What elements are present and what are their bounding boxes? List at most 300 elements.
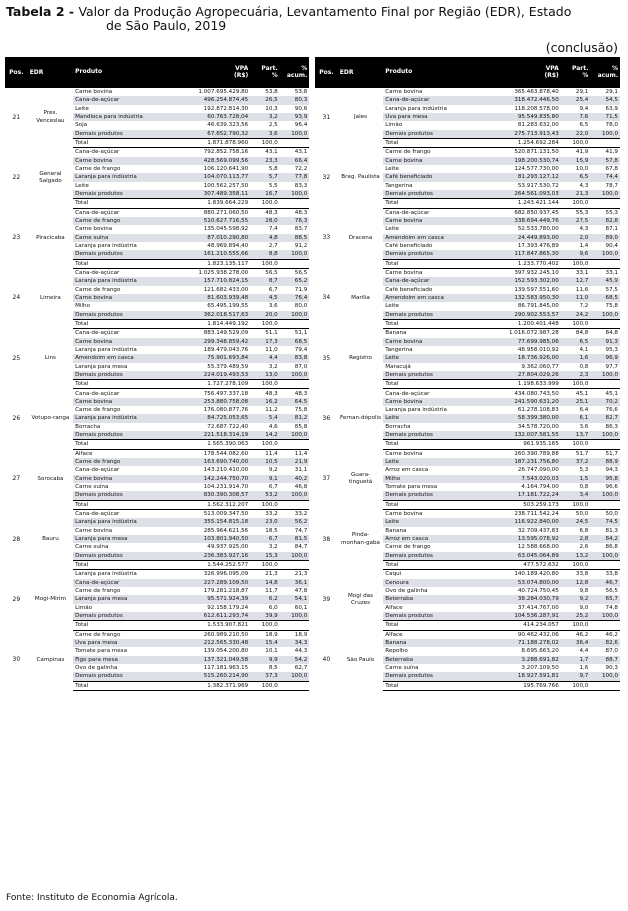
region-position: 34 xyxy=(322,294,331,302)
acum-cell: 21,3 xyxy=(280,570,310,579)
product-cell: Demais produtos xyxy=(383,130,492,139)
acum-cell: 75,8 xyxy=(605,303,618,310)
part-cell: 6,7 xyxy=(268,286,278,293)
part-cell: 14,8 xyxy=(250,579,280,587)
acum-cell: 100,0 xyxy=(590,552,620,561)
part-cell: 6,2 xyxy=(250,595,280,603)
product-cell: Borracha xyxy=(385,423,411,430)
vpa-cell: 137.321.049,58 xyxy=(182,656,250,664)
part-cell: 6,8 xyxy=(579,527,589,534)
region-name: Piracicaba xyxy=(36,234,65,241)
product-cell: Café beneficiado xyxy=(385,286,433,293)
vpa-cell: 961.935.165 xyxy=(493,440,561,449)
vpa-cell: 290.902.553,57 xyxy=(493,311,561,320)
region-name: Dracena xyxy=(348,234,373,241)
vpa-cell: 1.823.135.117 xyxy=(182,259,250,268)
vpa-cell: 195.769.766 xyxy=(493,681,561,690)
vpa-cell: 142.244.750,70 xyxy=(182,475,250,483)
acum-cell: 87,0 xyxy=(294,363,308,370)
vpa-cell: 7.543.020,03 xyxy=(493,475,561,483)
acum-cell: 56,5 xyxy=(280,268,310,277)
vpa-cell: 132.583.950,30 xyxy=(493,294,561,302)
acum-cell: 100,0 xyxy=(590,371,620,380)
table-left-body xyxy=(5,88,315,691)
product-cell: Demais produtos xyxy=(383,371,492,380)
vpa-cell: 1.243.421.144 xyxy=(493,199,561,208)
vpa-cell: 140.189.420,80 xyxy=(493,570,561,579)
acum-cell: 84,8 xyxy=(590,329,620,338)
product-cell: Alface xyxy=(73,449,182,458)
acum-cell xyxy=(280,319,310,328)
acum-cell: 54,2 xyxy=(280,656,310,664)
part-cell: 21,3 xyxy=(561,190,591,199)
acum-cell: 68,5 xyxy=(590,294,620,302)
region-position: 30 xyxy=(12,656,21,664)
region-name: Votupo-ranga xyxy=(31,415,70,422)
part-cell: 3,2 xyxy=(268,544,278,551)
vpa-cell: 477.572.632 xyxy=(493,561,561,570)
product-cell: Maracujá xyxy=(385,363,411,370)
region-position: 21 xyxy=(12,113,21,121)
acum-cell: 45,1 xyxy=(590,389,620,398)
vpa-cell: 830.390.308,57 xyxy=(182,491,250,500)
product-cell: Cana-de-açúcar xyxy=(383,208,492,217)
product-cell: Cenoura xyxy=(383,579,492,587)
vpa-cell: 48.958.010,92 xyxy=(517,346,559,353)
part-cell: 5,5 xyxy=(268,182,278,189)
acum-cell xyxy=(280,380,310,389)
acum-cell: 81,5 xyxy=(280,535,310,543)
part-cell: 37,2 xyxy=(561,458,591,466)
part-cell: 50,0 xyxy=(561,510,591,519)
table-row xyxy=(315,148,620,157)
part-cell: 1,5 xyxy=(561,475,591,483)
vpa-cell: 48.969.894,40 xyxy=(207,242,249,249)
vpa-cell: 1.565.390.063 xyxy=(182,440,250,449)
vpa-cell: 260.989.210,50 xyxy=(182,630,250,639)
table-row xyxy=(315,329,620,338)
part-cell: 4,6 xyxy=(268,423,278,430)
table-row xyxy=(5,329,315,338)
part-cell: 26,5 xyxy=(250,96,280,104)
region-name: Limeira xyxy=(39,294,61,301)
part-cell: 9,7 xyxy=(561,672,591,681)
product-cell: Café beneficiado xyxy=(385,242,433,249)
header-produto: Produto xyxy=(383,57,492,88)
product-cell: Cana-de-açúcar xyxy=(73,268,182,277)
header-row xyxy=(315,57,620,88)
acum-cell: 100,0 xyxy=(590,130,620,139)
part-cell: 4,3 xyxy=(579,182,589,189)
product-cell: Laranja para indústria xyxy=(73,173,182,181)
vpa-cell: 253.880.758,08 xyxy=(182,398,250,406)
region-name: Registro xyxy=(349,355,372,362)
vpa-cell: 104.536.287,91 xyxy=(493,612,561,621)
vpa-cell: 307.489.358,11 xyxy=(182,190,250,199)
part-cell: 4,3 xyxy=(579,226,589,233)
product-cell: Tangerina xyxy=(385,346,413,353)
vpa-cell: 179.281.218,87 xyxy=(203,588,249,595)
acum-cell: 100,0 xyxy=(280,672,310,681)
table-row xyxy=(5,268,315,277)
acum-cell: 100,0 xyxy=(280,431,310,440)
product-cell: Tomate para mesa xyxy=(385,484,438,491)
table-row xyxy=(315,389,620,398)
vpa-cell: 515.260.214,90 xyxy=(182,672,250,681)
part-cell: 0,8 xyxy=(579,484,589,491)
part-cell: 100,0 xyxy=(561,681,591,690)
header-row xyxy=(5,57,315,88)
vpa-cell: 1.871.878.960 xyxy=(182,138,250,147)
acum-cell xyxy=(590,199,620,208)
vpa-cell: 1.007.695.429,80 xyxy=(182,88,250,97)
caption-line-1: Valor da Produção Agropecuária, Levantamento Final por Região (EDR), Estado xyxy=(78,4,572,19)
product-cell: Carne de frango xyxy=(75,286,121,293)
acum-cell: 91,3 xyxy=(590,338,620,346)
product-cell: Carne bovina xyxy=(73,475,182,483)
acum-cell: 76,3 xyxy=(280,217,310,225)
part-cell: 100,0 xyxy=(561,199,591,208)
product-cell: Tangerina xyxy=(385,182,413,189)
product-cell: Figo para mesa xyxy=(73,656,182,664)
vpa-cell: 176.080.877,76 xyxy=(203,407,249,414)
vpa-cell: 318.472.446,50 xyxy=(493,96,561,104)
part-cell: 84,8 xyxy=(561,329,591,338)
product-cell: Laranja para indústria xyxy=(385,407,447,414)
part-cell: 4,4 xyxy=(579,648,589,655)
part-cell: 8,8 xyxy=(250,250,280,259)
product-cell: Total xyxy=(383,621,492,630)
acum-cell: 88,5 xyxy=(280,234,310,242)
region-position: 24 xyxy=(12,294,21,302)
acum-cell: 80,3 xyxy=(280,96,310,104)
vpa-cell: 65.495.199,55 xyxy=(207,303,249,310)
product-cell: Banana xyxy=(385,527,407,534)
part-cell: 55,3 xyxy=(561,208,591,217)
vpa-cell: 81.283.632,00 xyxy=(517,122,559,129)
part-cell: 100,0 xyxy=(250,561,280,570)
acum-cell: 71,9 xyxy=(294,286,308,293)
part-cell: 5,3 xyxy=(579,467,589,474)
part-cell: 7,6 xyxy=(561,113,591,121)
acum-cell: 91,2 xyxy=(294,242,308,249)
acum-cell xyxy=(590,681,620,690)
acum-cell: 63,9 xyxy=(605,105,618,112)
product-cell: Laranja para mesa xyxy=(73,535,182,543)
part-cell: 39,9 xyxy=(250,612,280,621)
table-row xyxy=(315,630,620,639)
vpa-cell: 241.590.631,20 xyxy=(493,398,561,406)
product-cell: Total xyxy=(383,259,492,268)
acum-cell: 65,2 xyxy=(280,277,310,285)
product-cell: Amendoim em casca xyxy=(73,354,182,362)
product-cell: Demais produtos xyxy=(73,491,182,500)
vpa-cell: 38.284.030,79 xyxy=(493,595,561,603)
product-cell: Amendoim em casca xyxy=(383,294,492,302)
part-cell: 6,1 xyxy=(561,414,591,422)
acum-cell: 66,4 xyxy=(280,157,310,165)
acum-cell: 94,3 xyxy=(605,467,618,474)
product-cell: Amendoim em casca xyxy=(383,234,492,242)
header-part: Part. % xyxy=(561,57,591,88)
product-cell: Carne bovina xyxy=(383,268,492,277)
part-cell: 1,7 xyxy=(561,656,591,664)
region-position: 33 xyxy=(322,234,331,242)
part-cell: 11,0 xyxy=(265,346,278,353)
vpa-cell: 227.289.109,50 xyxy=(182,579,250,587)
product-cell: Cana-de-açúcar xyxy=(383,389,492,398)
part-cell: 4,1 xyxy=(579,346,589,353)
part-cell: 53,2 xyxy=(250,491,280,500)
part-cell: 15,9 xyxy=(561,157,591,165)
vpa-cell: 104.070.113,77 xyxy=(182,173,250,181)
vpa-cell: 90.462.432,06 xyxy=(493,630,561,639)
product-cell: Limão xyxy=(385,122,403,129)
acum-cell: 55,3 xyxy=(590,208,620,217)
acum-cell: 56,5 xyxy=(605,588,618,595)
product-cell: Carne bovina xyxy=(75,527,113,534)
vpa-cell: 275.713.913,43 xyxy=(493,130,561,139)
table-row xyxy=(5,510,315,519)
vpa-cell: 883.149.529,09 xyxy=(182,329,250,338)
part-cell: 27,5 xyxy=(561,217,591,225)
part-cell: 5,7 xyxy=(250,173,280,181)
product-cell: Total xyxy=(73,561,182,570)
part-cell: 100,0 xyxy=(561,380,591,389)
vpa-cell: 13.595.078,92 xyxy=(493,535,561,543)
product-cell: Carne bovina xyxy=(383,217,492,225)
vpa-cell: 117.181.963,15 xyxy=(203,665,249,671)
product-cell: Total xyxy=(73,259,182,268)
acum-cell: 96,6 xyxy=(605,484,618,491)
product-cell: Laranja para indústria xyxy=(385,105,447,112)
product-cell: Laranja para indústria xyxy=(73,518,182,526)
acum-cell: 84,7 xyxy=(294,544,308,551)
product-cell: Demais produtos xyxy=(73,612,182,621)
product-cell: Carne suína xyxy=(385,665,419,671)
acum-cell: 76,6 xyxy=(605,407,618,414)
acum-cell: 83,7 xyxy=(294,226,308,233)
vpa-cell: 63.045.064,89 xyxy=(493,552,561,561)
product-cell: Carne de frango xyxy=(75,407,121,414)
acum-cell: 83,3 xyxy=(294,182,308,189)
part-cell: 100,0 xyxy=(250,500,280,509)
table-row xyxy=(315,449,620,458)
product-cell: Demais produtos xyxy=(383,612,492,621)
part-cell: 11,6 xyxy=(575,286,589,293)
region-position: 39 xyxy=(322,595,331,603)
vpa-cell: 496.254.874,45 xyxy=(182,96,250,104)
acum-cell: 44,3 xyxy=(294,648,308,655)
part-cell: 25,1 xyxy=(561,398,591,406)
product-cell: Cana-de-açúcar xyxy=(73,389,182,398)
part-cell: 45,1 xyxy=(561,389,591,398)
part-cell: 5,8 xyxy=(268,165,278,172)
part-cell: 48,3 xyxy=(250,208,280,217)
part-cell: 9,9 xyxy=(250,656,280,664)
part-cell: 15,3 xyxy=(250,552,280,561)
part-cell: 100,0 xyxy=(250,319,280,328)
vpa-cell: 37.414.767,00 xyxy=(517,604,559,611)
region-position: 28 xyxy=(12,535,21,543)
product-cell: Borracha xyxy=(75,423,101,430)
vpa-cell: 116.922.840,00 xyxy=(493,518,561,526)
region-position: 35 xyxy=(322,354,331,362)
product-cell: Demais produtos xyxy=(383,311,492,320)
product-cell: Demais produtos xyxy=(73,672,182,681)
table-row xyxy=(315,268,620,277)
acum-cell: 53,8 xyxy=(280,88,310,97)
part-cell: 33,1 xyxy=(561,268,591,277)
acum-cell: 54,5 xyxy=(590,96,620,104)
region-name: Guara-tinguetá xyxy=(348,472,373,486)
vpa-cell: 157.710.824,15 xyxy=(182,277,250,285)
part-cell: 100,0 xyxy=(561,259,591,268)
product-cell: Carne bovina xyxy=(383,510,492,519)
product-cell: Leite xyxy=(383,518,492,526)
product-cell: Carne de frango xyxy=(75,165,121,172)
part-cell: 2,6 xyxy=(579,544,589,551)
product-cell: Demais produtos xyxy=(73,130,182,139)
part-cell: 20,0 xyxy=(250,311,280,320)
region-name: São Paulo xyxy=(346,656,375,663)
acum-cell: 62,7 xyxy=(294,665,308,671)
product-cell: Cana-de-açúcar xyxy=(73,96,182,104)
region-position: 29 xyxy=(12,595,21,603)
product-cell: Demais produtos xyxy=(383,250,492,259)
header-edr: EDR xyxy=(338,57,384,88)
acum-cell: 95,3 xyxy=(605,346,618,353)
region-position: 31 xyxy=(322,113,331,121)
vpa-cell: 18.736.926,00 xyxy=(493,354,561,362)
part-cell: 4,4 xyxy=(250,354,280,362)
part-cell: 7,4 xyxy=(268,226,278,233)
table-row xyxy=(5,570,315,579)
product-cell: Cana-de-açúcar xyxy=(73,579,182,587)
product-cell: Carne suína xyxy=(75,544,109,551)
acum-cell: 57,8 xyxy=(590,157,620,165)
caption-line-2: de São Paulo, 2019 xyxy=(106,18,227,33)
vpa-cell: 1.016.072.987,28 xyxy=(493,329,561,338)
part-cell: 11,4 xyxy=(250,449,280,458)
table-row xyxy=(315,570,620,579)
part-cell: 100,0 xyxy=(250,380,280,389)
product-cell: Carne bovina xyxy=(73,398,182,406)
header-edr: EDR xyxy=(28,57,73,88)
region-position: 37 xyxy=(322,475,331,483)
acum-cell: 34,3 xyxy=(280,639,310,647)
acum-cell: 70,2 xyxy=(590,398,620,406)
acum-cell xyxy=(590,621,620,630)
vpa-cell: 95.571.924,39 xyxy=(182,595,250,603)
vpa-cell: 434.080.743,50 xyxy=(493,389,561,398)
product-cell: Total xyxy=(73,500,182,509)
part-cell: 25,2 xyxy=(561,612,591,621)
acum-cell: 51,1 xyxy=(280,329,310,338)
part-cell: 21,3 xyxy=(250,570,280,579)
acum-cell: 18,9 xyxy=(280,630,310,639)
vpa-cell: 86.791.845,00 xyxy=(517,303,559,310)
header-acum: % acum. xyxy=(280,57,310,88)
vpa-cell: 9.362.060,77 xyxy=(521,363,559,370)
acum-cell: 100,0 xyxy=(280,130,310,139)
part-cell: 9,2 xyxy=(561,595,591,603)
region-name: Jales xyxy=(354,113,367,120)
vpa-cell: 17.393.476,89 xyxy=(517,242,559,249)
acum-cell: 36,1 xyxy=(280,579,310,587)
acum-cell: 100,0 xyxy=(280,250,310,259)
acum-cell xyxy=(280,138,310,147)
vpa-cell: 1.200.401.448 xyxy=(493,319,561,328)
acum-cell: 33,1 xyxy=(590,268,620,277)
acum-cell: 11,4 xyxy=(280,449,310,458)
part-cell: 100,0 xyxy=(250,440,280,449)
product-cell: Laranja para indústria xyxy=(73,414,182,422)
product-cell: Cana-de-açúcar xyxy=(73,148,182,157)
acum-cell: 57,5 xyxy=(605,286,618,293)
part-cell: 11,2 xyxy=(265,407,278,414)
region-name: Mogi-Mirim xyxy=(34,596,66,603)
table-row xyxy=(5,88,315,97)
acum-cell: 21,9 xyxy=(280,458,310,466)
acum-cell: 100,0 xyxy=(590,672,620,681)
vpa-cell: 1.533.907.821 xyxy=(182,621,250,630)
vpa-cell: 880.271.060,50 xyxy=(182,208,250,217)
part-cell: 6,7 xyxy=(250,535,280,543)
vpa-cell: 75.901.693,84 xyxy=(182,354,250,362)
part-cell: 6,5 xyxy=(579,122,589,129)
part-cell: 46,2 xyxy=(561,630,591,639)
part-cell: 100,0 xyxy=(250,199,280,208)
acum-cell: 60,1 xyxy=(294,604,308,611)
vpa-cell: 414.234.057 xyxy=(493,621,561,630)
header-produto: Produto xyxy=(73,57,182,88)
acum-cell: 85,8 xyxy=(294,423,308,430)
product-cell: Carne bovina xyxy=(383,398,492,406)
vpa-cell: 52.533.780,00 xyxy=(517,226,559,233)
product-cell: Laranja para indústria xyxy=(73,570,182,579)
acum-cell: 100,0 xyxy=(280,371,310,380)
acum-cell: 41,9 xyxy=(590,148,620,157)
product-cell: Demais produtos xyxy=(383,190,492,199)
vpa-cell: 1.544.252.577 xyxy=(182,561,250,570)
acum-cell: 79,4 xyxy=(294,346,308,353)
part-cell: 100,0 xyxy=(561,319,591,328)
acum-cell: 86,3 xyxy=(605,423,618,430)
acum-cell: 81,2 xyxy=(280,414,310,422)
part-cell: 48,3 xyxy=(250,389,280,398)
part-cell: 9,4 xyxy=(579,105,589,112)
product-cell: Demais produtos xyxy=(73,431,182,440)
vpa-cell: 236.383.927,16 xyxy=(182,552,250,561)
vpa-cell: 238.711.542,24 xyxy=(493,510,561,519)
table-right-body xyxy=(315,88,620,691)
part-cell: 6,7 xyxy=(268,484,278,491)
product-cell: Repolho xyxy=(385,648,408,655)
acum-cell: 31,1 xyxy=(294,467,308,474)
acum-cell: 65,7 xyxy=(590,595,620,603)
part-cell: 0,8 xyxy=(579,363,589,370)
part-cell: 3,6 xyxy=(268,303,278,310)
part-cell: 16,2 xyxy=(250,398,280,406)
acum-cell: 68,5 xyxy=(280,338,310,346)
acum-cell: 74,7 xyxy=(294,527,308,534)
product-cell: Leite xyxy=(385,226,399,233)
region-position: 32 xyxy=(322,173,331,181)
part-cell: 23,0 xyxy=(250,518,280,526)
vpa-cell: 189.479.043,76 xyxy=(203,346,249,353)
product-cell: Carne suína xyxy=(75,484,109,491)
